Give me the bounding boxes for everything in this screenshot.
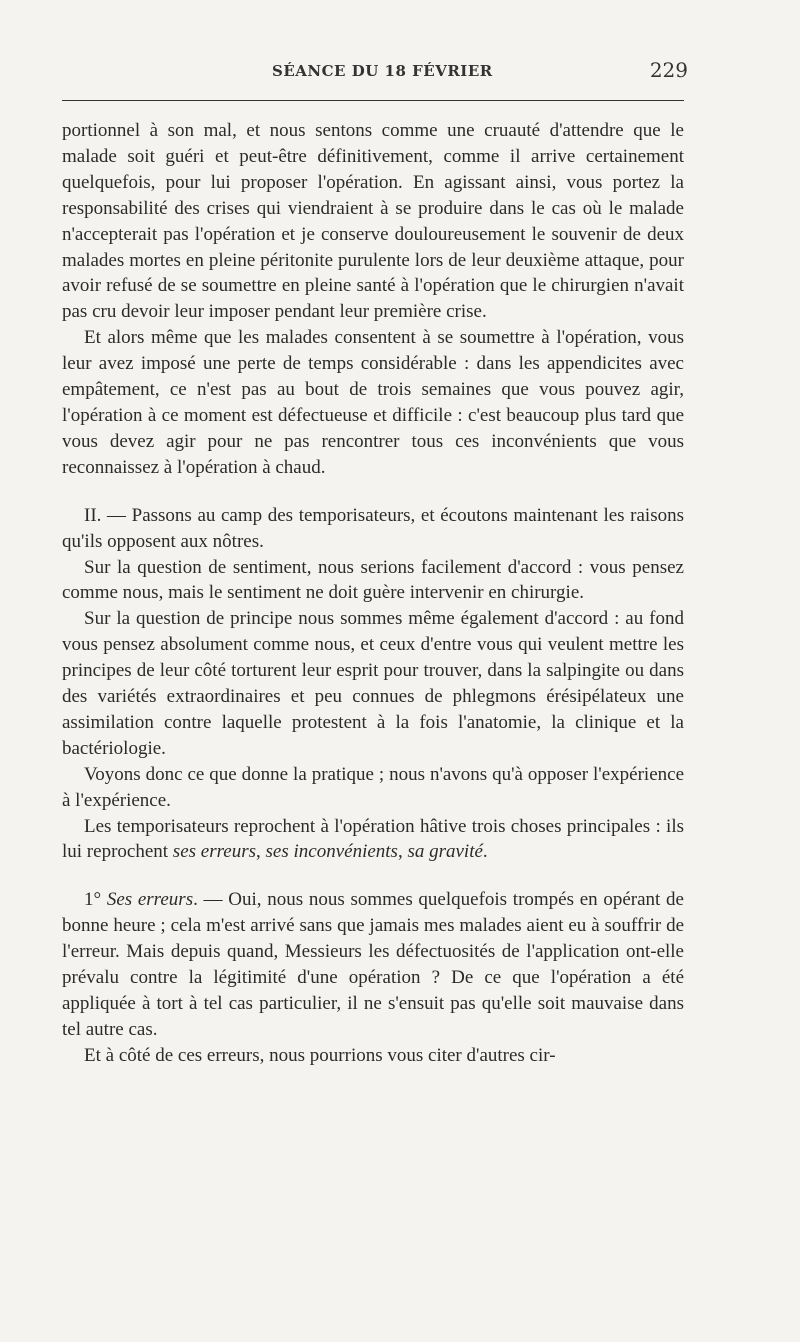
running-head <box>62 58 688 88</box>
paragraph-7-sep-2: , <box>397 841 408 863</box>
paragraph-4: Sur la question de sentiment, nous serions facilement d'accord : vous pensez comme nous, mais le sentiment ne doit guère intervenir en chirurgie. <box>62 556 684 604</box>
paragraph-1: portionnel à son mal, et nous sentons comme une cruauté d'attendre que le malade soit guéri et peut-être définitivement, comme il arrive certainement quelquefois, pour lui proposer l'opération. En agissant ainsi, vous portez la responsabilité des crises qui viendraient à se produire dans le cas où le malade n'accepterait pas l'opération et je conserve douloureusement le souvenir de deux malades mortes en pleine péritonite purulente lors de leur deuxième attaque, pour avoir refusé de se soumettre en pleine santé à l'opération que le chirurgien n'avait pas cru devoir leur imposer pendant leur première crise. <box>62 120 684 323</box>
header-rule <box>62 100 684 101</box>
body-text <box>62 118 684 1069</box>
paragraph-8-number: 1° <box>84 889 107 911</box>
paragraph-7 <box>62 814 684 866</box>
paragraph-7-end: . <box>482 841 488 863</box>
paragraph-7-italic-gravite: sa gravité <box>407 841 483 863</box>
paragraph-7-sep-1: , <box>256 841 266 863</box>
paragraph-5: Sur la question de principe nous sommes même également d'accord : au fond vous pensez absolument comme nous, et ceux d'entre vous qui veulent mettre les principes de leur côté torturent leur esprit pour trouver, dans la salpingite ou dans des variétés extraordinaires et peu connues de phlegmons érésipélateux une assimilation contre laquelle protestent à la fois l'anatomie, la clinique et la bactériologie. <box>62 608 684 759</box>
paragraph-8 <box>62 887 684 1042</box>
paragraph-8-heading: Ses erreurs <box>106 889 194 911</box>
paragraph-2: Et alors même que les malades consentent à se soumettre à l'opération, vous leur avez imposé une perte de temps considérable : dans les appendicites avec empâtement, ce n'est pas au bout de trois semaines que vous pouvez agir, l'opération à ce moment est défectueuse et difficile : c'est beaucoup plus tard que vous devez agir pour ne pas rencontrer tous ces inconvénients que vous reconnaissez à l'opération à chaud. <box>62 327 684 478</box>
paragraph-9: Et à côté de ces erreurs, nous pourrions vous citer d'autres cir- <box>84 1044 556 1066</box>
running-title: SÉANCE DU 18 FÉVRIER <box>272 62 493 80</box>
paragraph-3: II. — Passons au camp des temporisateurs, et écoutons maintenant les raisons qu'ils opposent aux nôtres. <box>62 504 684 552</box>
paragraph-7-italic-erreurs: ses erreurs <box>172 841 257 863</box>
paragraph-7-text: Les temporisateurs reprochent à l'opération hâtive trois choses principales : ils lui reprochent <box>62 815 684 863</box>
paragraph-7-italic-inconvenients: ses inconvénients <box>265 841 398 863</box>
paragraph-8-text: . — Oui, nous nous sommes quelquefois trompés en opérant de bonne heure ; cela m'est arrivé sans que jamais mes malades aient eu à souffrir de l'erreur. Mais depuis quand, Messieurs les défectuosités de l'application ont-elle prévalu contre la légitimité d'une opération ? De ce que l'opération a été appliquée à tort à tel cas particulier, il ne s'ensuit pas qu'elle soit mauvaise dans tel autre cas. <box>62 889 684 1040</box>
page-number: 229 <box>649 58 688 82</box>
paragraph-6: Voyons donc ce que donne la pratique ; nous n'avons qu'à opposer l'expérience à l'expérience. <box>62 763 684 811</box>
